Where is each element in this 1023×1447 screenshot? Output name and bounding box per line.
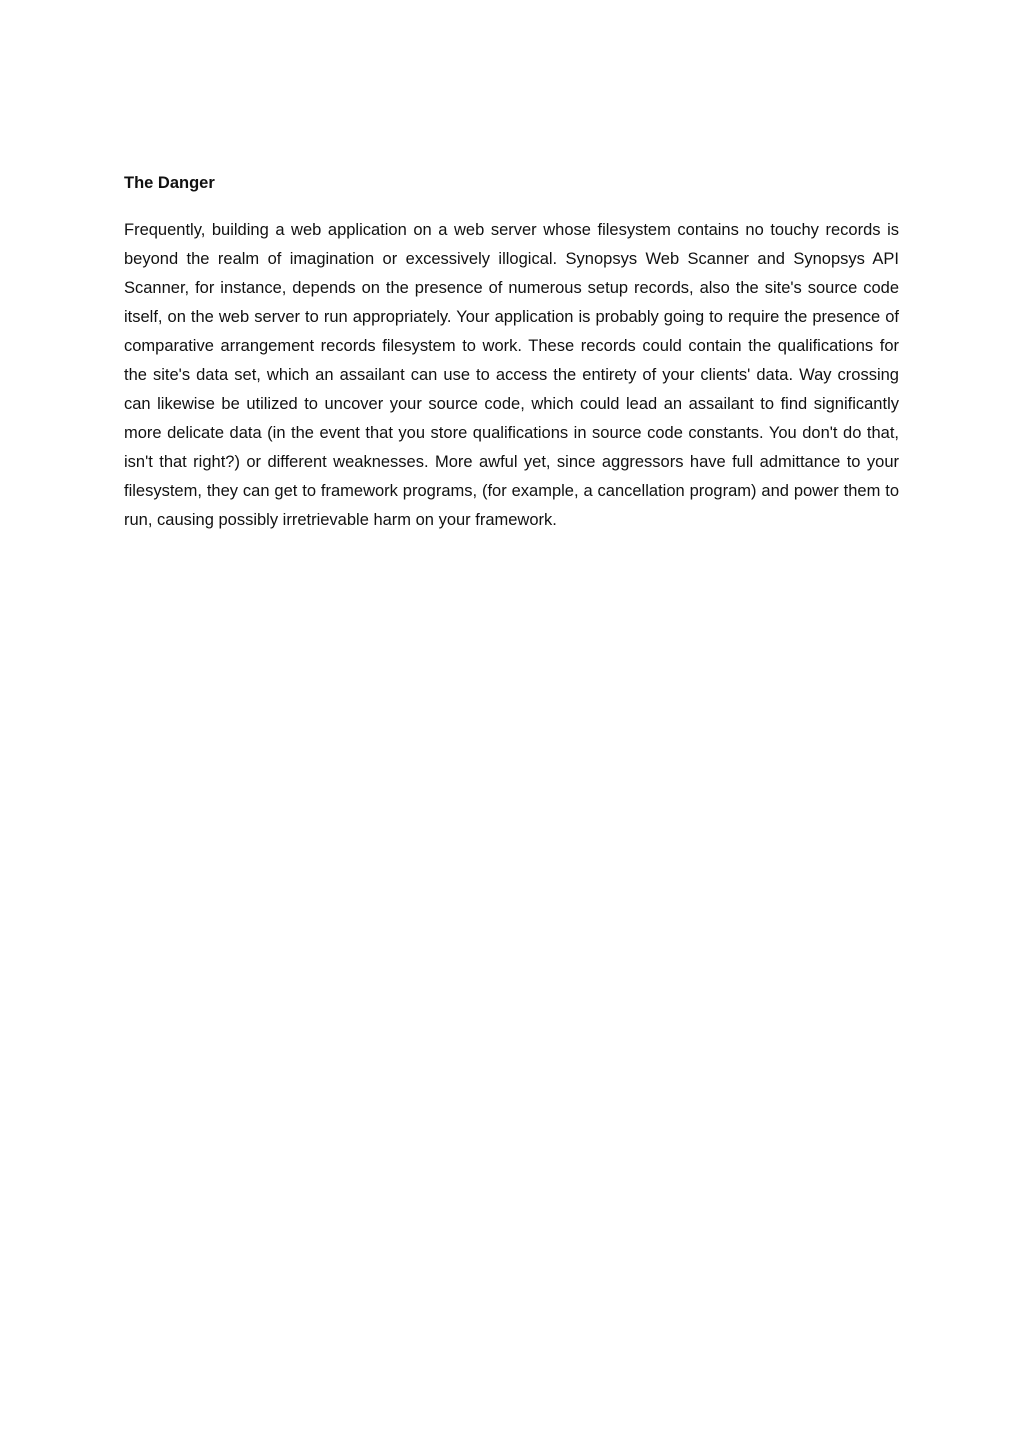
section-heading: The Danger <box>124 174 215 192</box>
body-paragraph: Frequently, building a web application on a web server whose filesystem contains no touchy records is beyond the realm of imagination or excessively illogical. Synopsys Web Scanner and Synopsys API Scanner, for instance, depends on the presence of numerous setup records, also the site's source code itself, on the web server to run appropriately. Your application is probably going to require the presence of comparative arrangement records filesystem to work. These records could contain the qualifications for the site's data set, which an assailant can use to access the entirety of your clients' data. Way crossing can likewise be utilized to uncover your source code, which could lead an assailant to find significantly more delicate data (in the event that you store qualifications in source code constants. You don't do that, isn't that right?) or different weaknesses. More awful yet, since aggressors have full admittance to your filesystem, they can get to framework programs, (for example, a cancellation program) and power them to run, causing possibly irretrievable harm on your framework. <box>124 221 899 529</box>
document-content <box>124 169 899 535</box>
